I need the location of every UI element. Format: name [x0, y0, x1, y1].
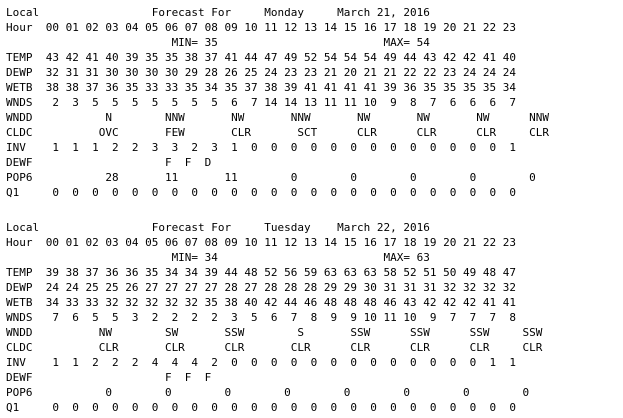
wetb-row: WETB 38 38 37 36 35 33 33 35 34 35 37 38 39 41 41 41 41 39 36 35 35 35 35 34 [6, 81, 516, 94]
wndd-row: WNDD NW SW SSW S SSW SSW SSW SSW [6, 326, 543, 339]
pop6-row: POP6 28 11 11 0 0 0 0 0 [6, 171, 536, 184]
dewf-row: DEWF F F F [6, 371, 212, 384]
hour-row: Hour 00 01 02 03 04 05 06 07 08 09 10 11 12 13 14 15 16 17 18 19 20 21 22 23 [6, 21, 516, 34]
dewp-row: DEWP 32 31 31 30 30 30 30 29 28 26 25 24 23 23 21 20 21 21 22 22 23 24 24 24 [6, 66, 516, 79]
pop6-row: POP6 0 0 0 0 0 0 0 0 [6, 386, 530, 399]
wndd-row: WNDD N NNW NW NNW NW NW NW NNW [6, 111, 550, 124]
dewf-row: DEWF F F D [6, 156, 212, 169]
temp-row: TEMP 39 38 37 36 36 35 34 34 39 44 48 52 56 59 63 63 63 58 52 51 50 49 48 47 [6, 266, 516, 279]
wnds-row: WNDS 7 6 5 5 3 2 2 2 2 3 5 6 7 8 9 9 10 11 10 9 7 7 7 8 [6, 311, 516, 324]
min-max-row: MIN= 34 MAX= 63 [6, 251, 430, 264]
header-line: Local Forecast For Monday March 21, 2016 [6, 6, 430, 19]
q1-row: Q1 0 0 0 0 0 0 0 0 0 0 0 0 0 0 0 0 0 0 0 0 0 0 0 0 [6, 186, 516, 199]
cldc-row: CLDC OVC FEW CLR SCT CLR CLR CLR CLR [6, 126, 550, 139]
cldc-row: CLDC CLR CLR CLR CLR CLR CLR CLR CLR [6, 341, 543, 354]
min-max-row: MIN= 35 MAX= 54 [6, 36, 430, 49]
inv-row: INV 1 1 2 2 2 4 4 4 2 0 0 0 0 0 0 0 0 0 0 0 0 0 1 1 [6, 356, 516, 369]
inv-row: INV 1 1 1 2 2 3 3 2 3 1 0 0 0 0 0 0 0 0 0 0 0 0 0 1 [6, 141, 516, 154]
temp-row: TEMP 43 42 41 40 39 35 35 38 37 41 44 47 49 52 54 54 54 49 44 43 42 42 41 40 [6, 51, 516, 64]
q1-row: Q1 0 0 0 0 0 0 0 0 0 0 0 0 0 0 0 0 0 0 0 0 0 0 0 0 [6, 401, 516, 414]
hour-row: Hour 00 01 02 03 04 05 06 07 08 09 10 11 12 13 14 15 16 17 18 19 20 21 22 23 [6, 236, 516, 249]
dewp-row: DEWP 24 24 25 25 26 27 27 27 27 28 27 28 28 28 29 29 30 31 31 31 32 32 32 32 [6, 281, 516, 294]
wnds-row: WNDS 2 3 5 5 5 5 5 5 5 6 7 14 14 13 11 11 10 9 8 7 6 6 6 7 [6, 96, 516, 109]
wetb-row: WETB 34 33 33 32 32 32 32 32 35 38 40 42 44 46 48 48 48 46 43 42 42 42 41 41 [6, 296, 516, 309]
header-line: Local Forecast For Tuesday March 22, 2016 [6, 221, 430, 234]
